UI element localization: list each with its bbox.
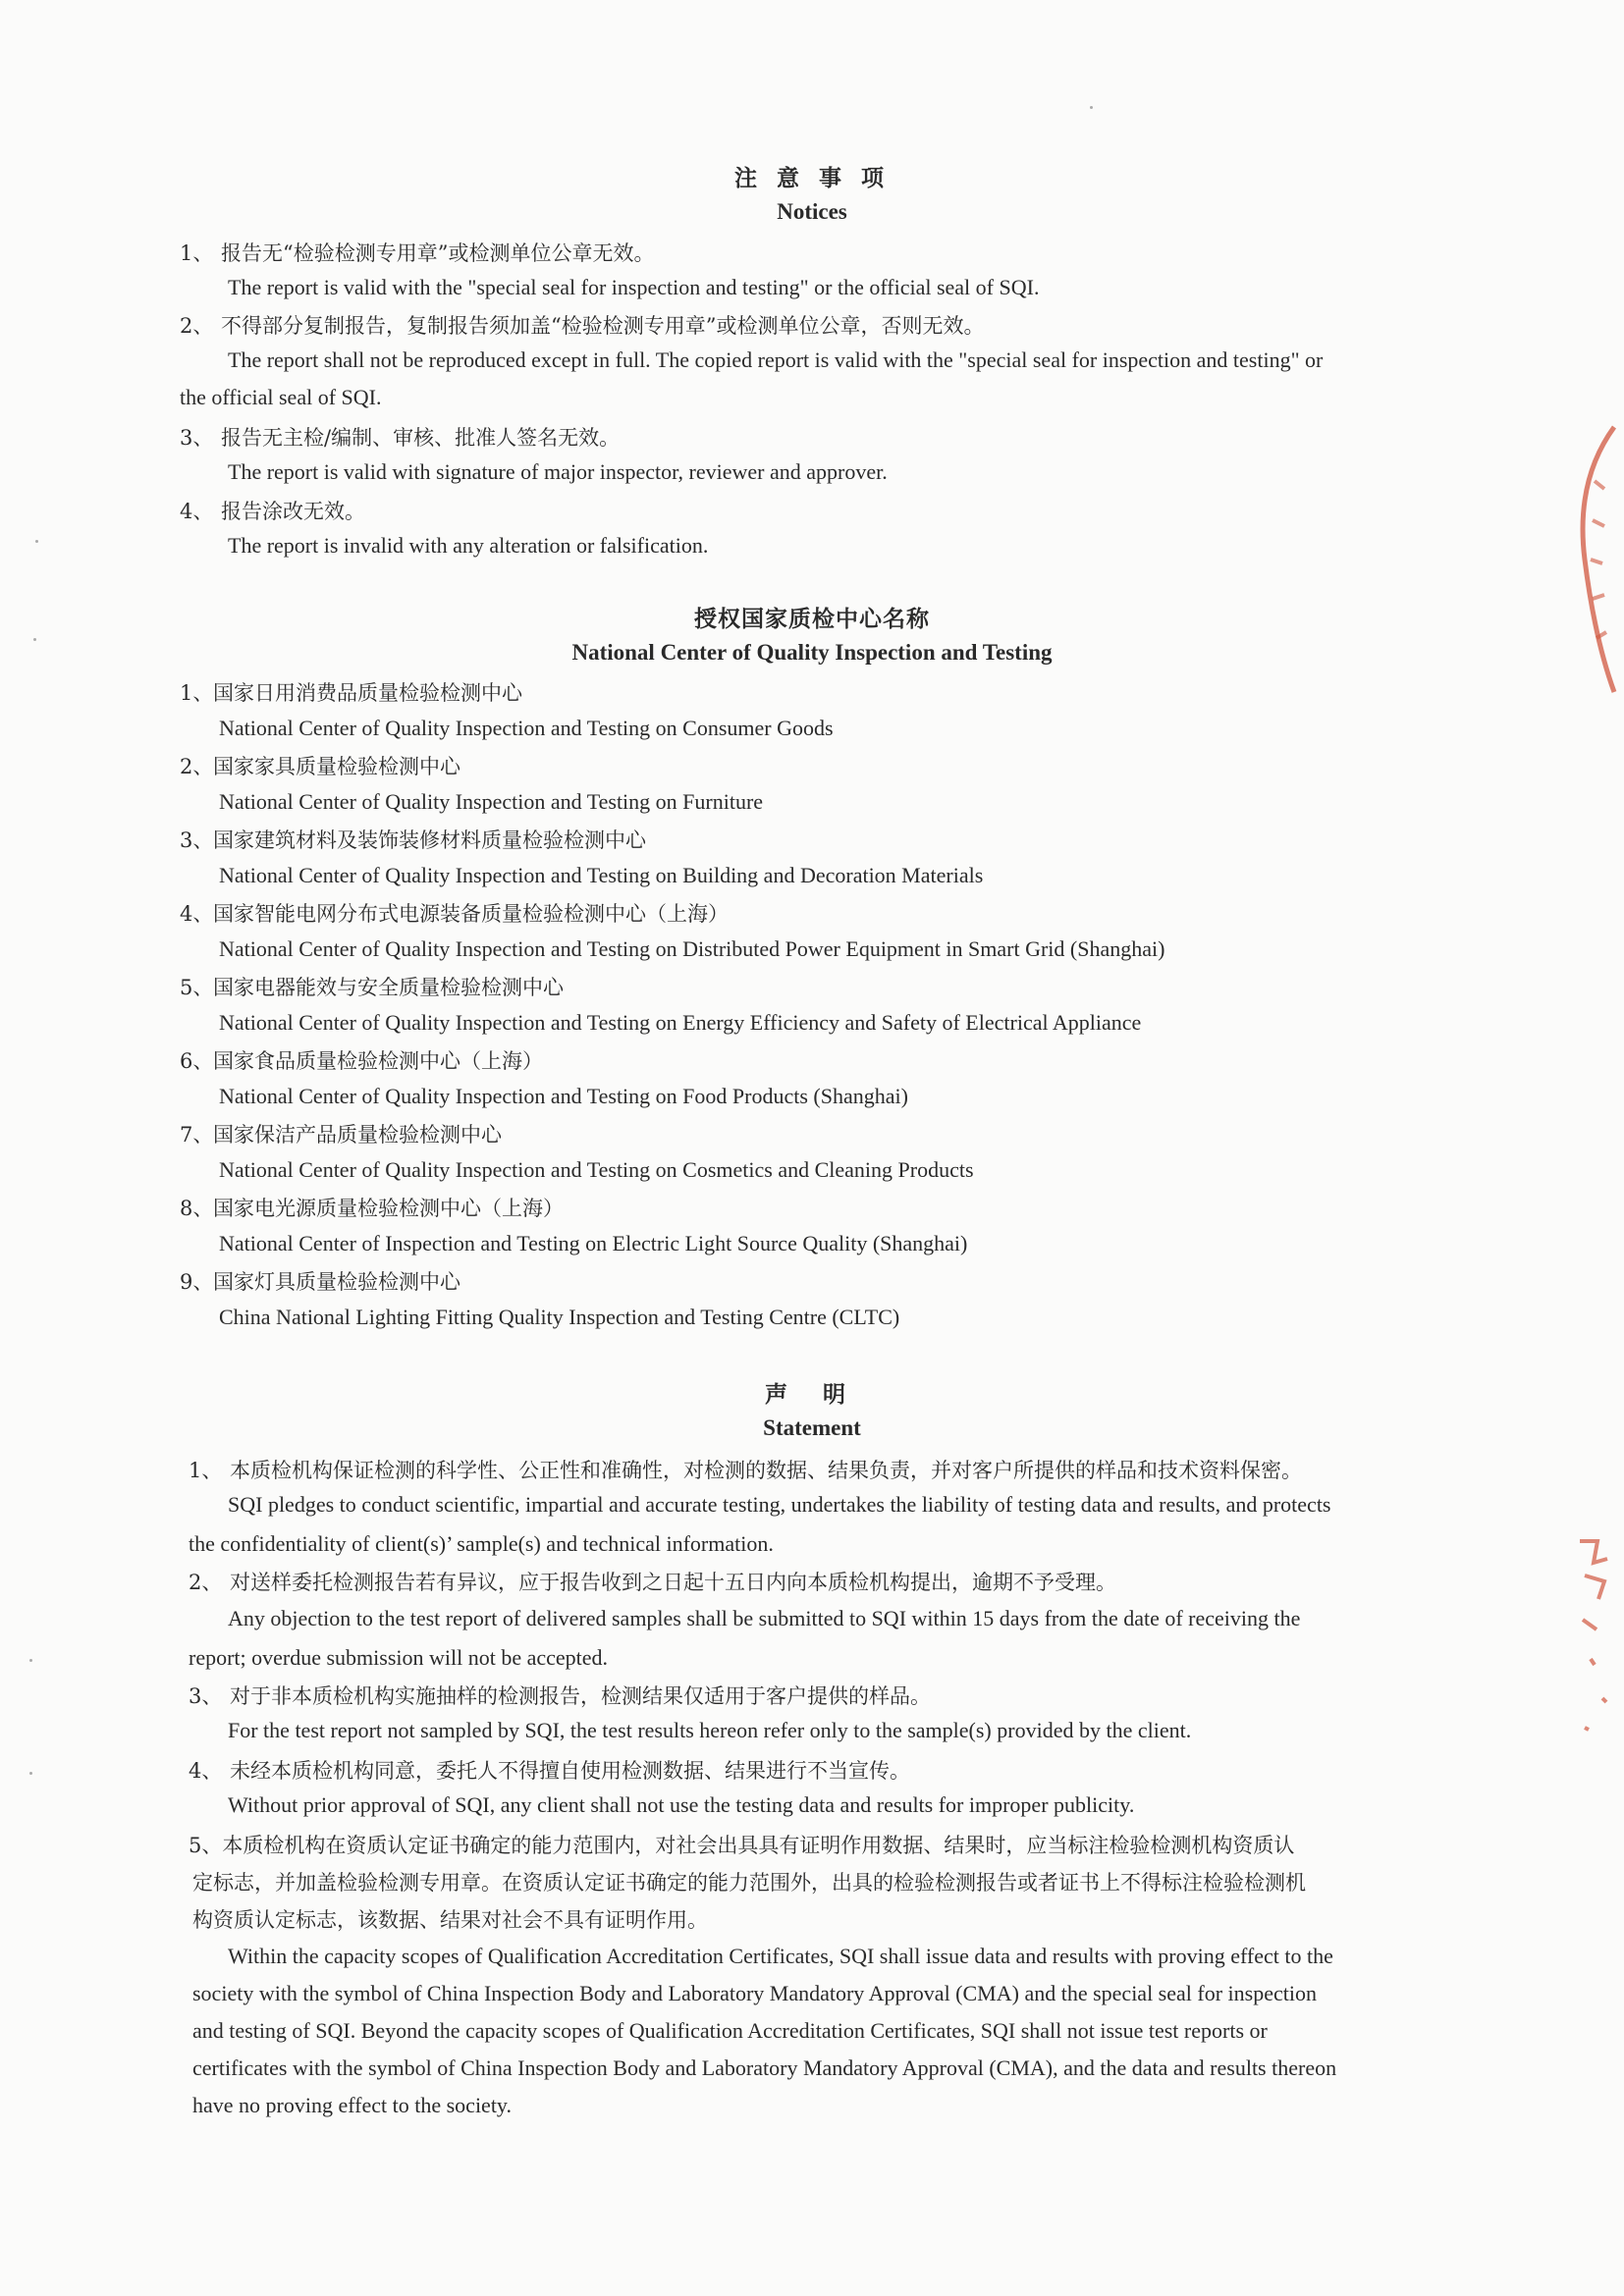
notice-1-cn: 1、 报告无“检验检测专用章”或检测单位公章无效。 [180, 241, 655, 265]
statement-title-en: Statement [763, 1415, 861, 1440]
center-9-cn: 9、国家灯具质量检验检测中心 [180, 1270, 460, 1294]
statement-5-cn-line-3: 构资质认定标志，该数据、结果对社会不具有证明作用。 [192, 1908, 708, 1932]
center-8-cn: 8、国家电光源质量检验检测中心（上海） [180, 1197, 564, 1220]
statement-5-cn-line-1: 5、本质检机构在资质认定证书确定的能力范围内，对社会出具具有证明作用数据、结果时，应当标注检验检测机构资质认 [189, 1834, 1295, 1857]
statement-2-en-line-1: Any objection to the test report of delivered samples shall be submitted to SQI within 15 days from the date of receiving the [228, 1606, 1301, 1630]
statement-1-en-line-1: SQI pledges to conduct scientific, impartial and accurate testing, undertakes the liability of testing data and results, and protects [228, 1492, 1331, 1517]
notice-4-cn: 4、 报告涂改无效。 [180, 500, 365, 523]
center-1-cn: 1、国家日用消费品质量检验检测中心 [180, 681, 522, 705]
seal-fragment-bottom [1555, 1531, 1624, 1747]
center-1-en: National Center of Quality Inspection and Testing on Consumer Goods [219, 716, 834, 740]
statement-5-cn-line-2: 定标志，并加盖检验检测专用章。在资质认定证书确定的能力范围外，出具的检验检测报告或者证书上不得标注检验检测机 [192, 1871, 1306, 1895]
statement-2-cn: 2、 对送样委托检测报告若有异议，应于报告收到之日起十五日内向本质检机构提出，逾期不予受理。 [189, 1571, 1116, 1594]
statement-5-en-line-4: certificates with the symbol of China Inspection Body and Laboratory Mandatory Approval (CMA), and the data and results thereon [192, 2056, 1337, 2080]
centers-title-en: National Center of Quality Inspection and Testing [571, 640, 1053, 665]
center-8-en: National Center of Inspection and Testing on Electric Light Source Quality (Shanghai) [219, 1231, 968, 1255]
statement-5-en-line-5: have no proving effect to the society. [192, 2093, 513, 2117]
seal-fragment-top [1555, 422, 1624, 697]
statement-3-cn: 3、 对于非本质检机构实施抽样的检测报告，检测结果仅适用于客户提供的样品。 [189, 1684, 931, 1708]
notice-3-cn: 3、 报告无主检/编制、审核、批准人签名无效。 [180, 426, 621, 450]
notice-2-en-line-1: The report shall not be reproduced except in full. The copied report is valid with the "special seal for inspection and testing" or [228, 347, 1324, 372]
statement-2-en-line-2: report; overdue submission will not be accepted. [189, 1645, 609, 1670]
statement-1-cn: 1、 本质检机构保证检测的科学性、公正性和准确性，对检测的数据、结果负责，并对客户所提供的样品和技术资料保密。 [189, 1459, 1302, 1482]
centers-title-cn: 授权国家质检中心名称 [694, 606, 930, 632]
center-5-cn: 5、国家电器能效与安全质量检验检测中心 [180, 976, 564, 999]
statement-5-en-line-1: Within the capacity scopes of Qualification Accreditation Certificates, SQI shall issue data and results with proving effect to the [228, 1944, 1333, 1968]
center-7-en: National Center of Quality Inspection and Testing on Cosmetics and Cleaning Products [219, 1157, 974, 1182]
statement-title-cn: 声 明 [764, 1381, 859, 1408]
center-5-en: National Center of Quality Inspection and Testing on Energy Efficiency and Safety of Electrical Appliance [219, 1010, 1142, 1035]
center-4-cn: 4、国家智能电网分布式电源装备质量检验检测中心（上海） [180, 902, 729, 926]
statement-5-en-line-3: and testing of SQI. Beyond the capacity scopes of Qualification Accreditation Certificates, SQI shall not issue test reports or [192, 2018, 1268, 2043]
center-3-cn: 3、国家建筑材料及装饰装修材料质量检验检测中心 [180, 828, 646, 852]
notice-2-cn: 2、 不得部分复制报告，复制报告须加盖“检验检测专用章”或检测单位公章，否则无效。 [180, 314, 985, 338]
statement-3-en: For the test report not sampled by SQI, the test results hereon refer only to the sample(s) provided by the client. [228, 1718, 1192, 1742]
center-6-cn: 6、国家食品质量检验检测中心（上海） [180, 1049, 543, 1073]
center-6-en: National Center of Quality Inspection and Testing on Food Products (Shanghai) [219, 1084, 908, 1108]
statement-4-cn: 4、 未经本质检机构同意，委托人不得擅自使用检测数据、结果进行不当宣传。 [189, 1759, 910, 1783]
notice-1-en: The report is valid with the "special seal for inspection and testing" or the official seal of SQI. [228, 275, 1040, 299]
statement-5-en-line-2: society with the symbol of China Inspection Body and Laboratory Mandatory Approval (CMA) and the special seal for inspection [192, 1981, 1317, 2005]
notice-2-en-line-2: the official seal of SQI. [180, 385, 382, 409]
statement-1-en-line-2: the confidentiality of client(s)’ sample(s) and technical information. [189, 1531, 774, 1556]
notice-3-en: The report is valid with signature of major inspector, reviewer and approver. [228, 459, 888, 484]
center-4-en: National Center of Quality Inspection and Testing on Distributed Power Equipment in Smart Grid (Shanghai) [219, 936, 1165, 961]
notices-title-en: Notices [777, 199, 847, 224]
center-9-en: China National Lighting Fitting Quality Inspection and Testing Centre (CLTC) [219, 1305, 900, 1329]
notices-title-cn: 注 意 事 项 [733, 165, 891, 191]
center-3-en: National Center of Quality Inspection and Testing on Building and Decoration Materials [219, 863, 984, 887]
center-2-en: National Center of Quality Inspection and Testing on Furniture [219, 789, 764, 814]
statement-4-en: Without prior approval of SQI, any client shall not use the testing data and results for improper publicity. [228, 1792, 1135, 1817]
center-2-cn: 2、国家家具质量检验检测中心 [180, 755, 460, 778]
notice-4-en: The report is invalid with any alteration or falsification. [228, 533, 709, 558]
center-7-cn: 7、国家保洁产品质量检验检测中心 [180, 1123, 502, 1147]
